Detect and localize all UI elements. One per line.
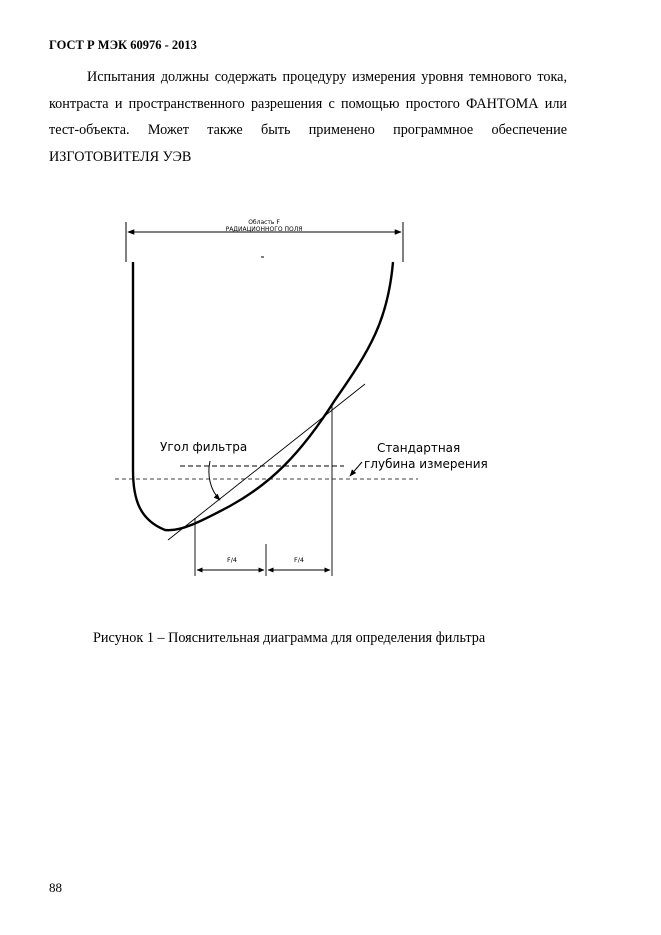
depth-label-line1: Стандартная [377, 441, 461, 455]
quarter-label-left: F/4 [226, 556, 238, 564]
field-label-line2: РАДИАЦИОННОГО ПОЛЯ [225, 226, 303, 233]
tangent-line [168, 384, 365, 540]
depth-pointer [350, 462, 362, 476]
filter-angle-arc [209, 461, 220, 500]
body-paragraph: Испытания должны содержать процедуру измерения уровня темнового тока, контраста и пространственного разрешения с помощью простого ФАНТОМА или тест-объекта. Может также быть применено программное обеспечение ИЗГОТОВИТЕЛЯ УЭВ [49, 69, 567, 165]
depth-label-line2: глубина измерения [364, 457, 488, 471]
filter-angle-label: Угол фильтра [160, 440, 248, 454]
figure-caption: Рисунок 1 – Пояснительная диаграмма для определения фильтра [93, 630, 486, 646]
page-number: 88 [49, 880, 62, 895]
field-label-line1: Область F [248, 219, 280, 226]
dose-profile-curve [133, 262, 393, 530]
standard-header: ГОСТ Р МЭК 60976 - 2013 [49, 38, 197, 52]
quarter-label-right: F/4 [293, 556, 305, 564]
